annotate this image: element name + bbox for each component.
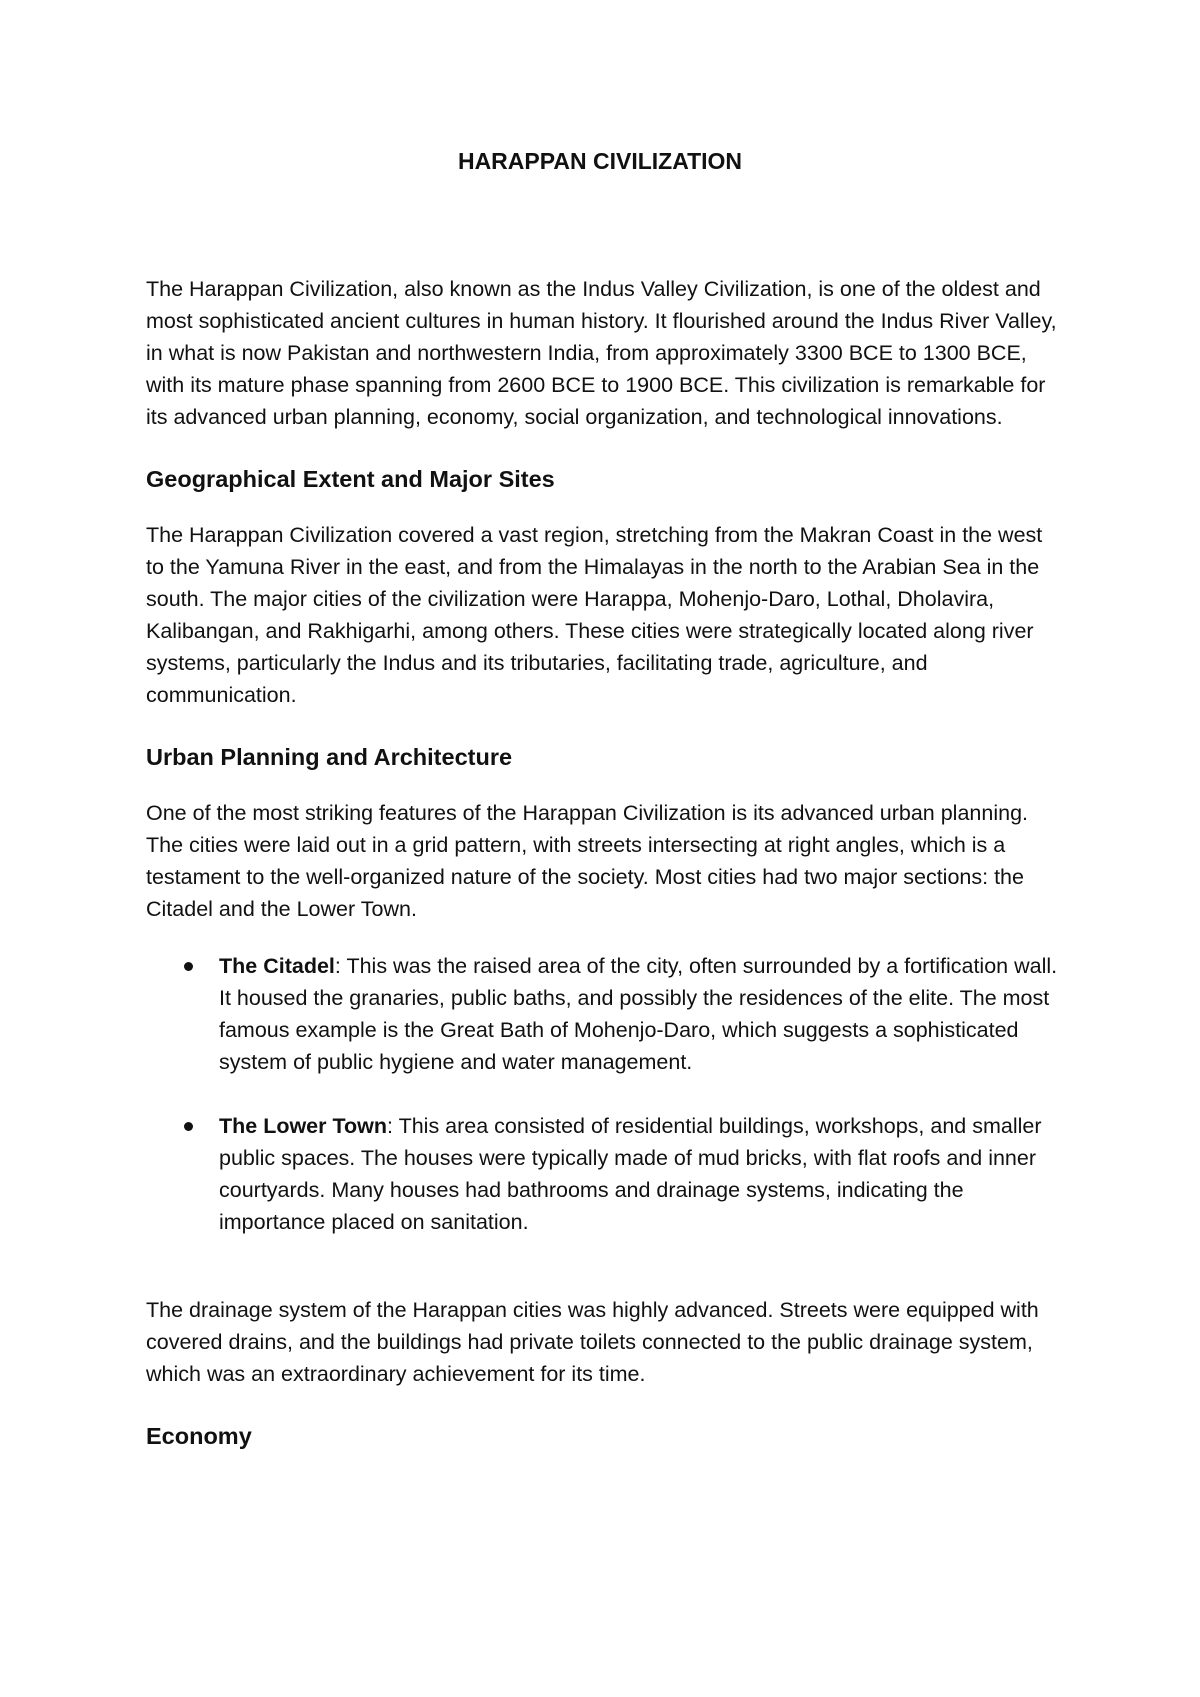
spacer	[146, 495, 1060, 519]
spacer	[146, 773, 1060, 797]
spacer	[146, 711, 1060, 741]
spacer	[146, 1238, 1060, 1294]
list-item	[146, 1110, 1060, 1238]
bullet-dot-icon	[184, 962, 193, 971]
document-body	[146, 273, 1060, 1452]
spacer	[146, 925, 1060, 950]
bullet-text: : This was the raised area of the city, often surrounded by a fortification wall. It housed the granaries, public baths, and possibly the residences of the elite. The most famous example is the Great Bath of Mohenjo-Daro, which suggests a sophisticated system of public hygiene and water management.	[219, 954, 1058, 1074]
intro-paragraph: The Harappan Civilization, also known as the Indus Valley Civilization, is one of the oldest and most sophisticated ancient cultures in human history. It flourished around the Indus River Valley, in what is now Pakistan and northwestern India, from approximately 3300 BCE to 1300 BCE, with its mature phase spanning from 2600 BCE to 1900 BCE. This civilization is remarkable for its advanced urban planning, economy, social organization, and technological innovations.	[146, 277, 1057, 429]
document-title: HARAPPAN CIVILIZATION	[457, 148, 743, 174]
section-paragraph-geography: The Harappan Civilization covered a vast region, stretching from the Makran Coast in the west to the Yamuna River in the east, and from the Himalayas in the north to the Arabian Sea in the south. The major cities of the civilization were Harappa, Mohenjo-Daro, Lothal, Dholavira, Kalibangan, and Rakhigarhi, among others. These cities were strategically located along river systems, particularly the Indus and its tributaries, facilitating trade, agriculture, and communication.	[146, 523, 1043, 707]
section-paragraph-urban-planning: One of the most striking features of the Harappan Civilization is its advanced urban planning. The cities were laid out in a grid pattern, with streets intersecting at right angles, which is a testament to the well-organized nature of the society. Most cities had two major sections: the Citadel and the Lower Town.	[146, 801, 1028, 921]
section-heading-geography: Geographical Extent and Major Sites	[146, 466, 555, 492]
bullet-text: : This area consisted of residential buildings, workshops, and smaller public spaces. The houses were typically made of mud bricks, with flat roofs and inner courtyards. Many houses had bathrooms and drainage systems, indicating the importance placed on sanitation.	[219, 1114, 1042, 1234]
spacer	[146, 1078, 1060, 1110]
spacer	[146, 1390, 1060, 1420]
bullet-list	[146, 950, 1060, 1238]
section-heading-urban-planning: Urban Planning and Architecture	[146, 744, 513, 770]
bullet-term: The Citadel	[219, 954, 335, 978]
list-item	[146, 950, 1060, 1078]
bullet-dot-icon	[184, 1122, 193, 1131]
section-heading-economy: Economy	[146, 1423, 252, 1449]
bullet-term: The Lower Town	[219, 1114, 388, 1138]
spacer	[146, 433, 1060, 463]
section-closing-paragraph: The drainage system of the Harappan cities was highly advanced. Streets were equipped with covered drains, and the buildings had private toilets connected to the public drainage system, which was an extraordinary achievement for its time.	[146, 1298, 1039, 1386]
